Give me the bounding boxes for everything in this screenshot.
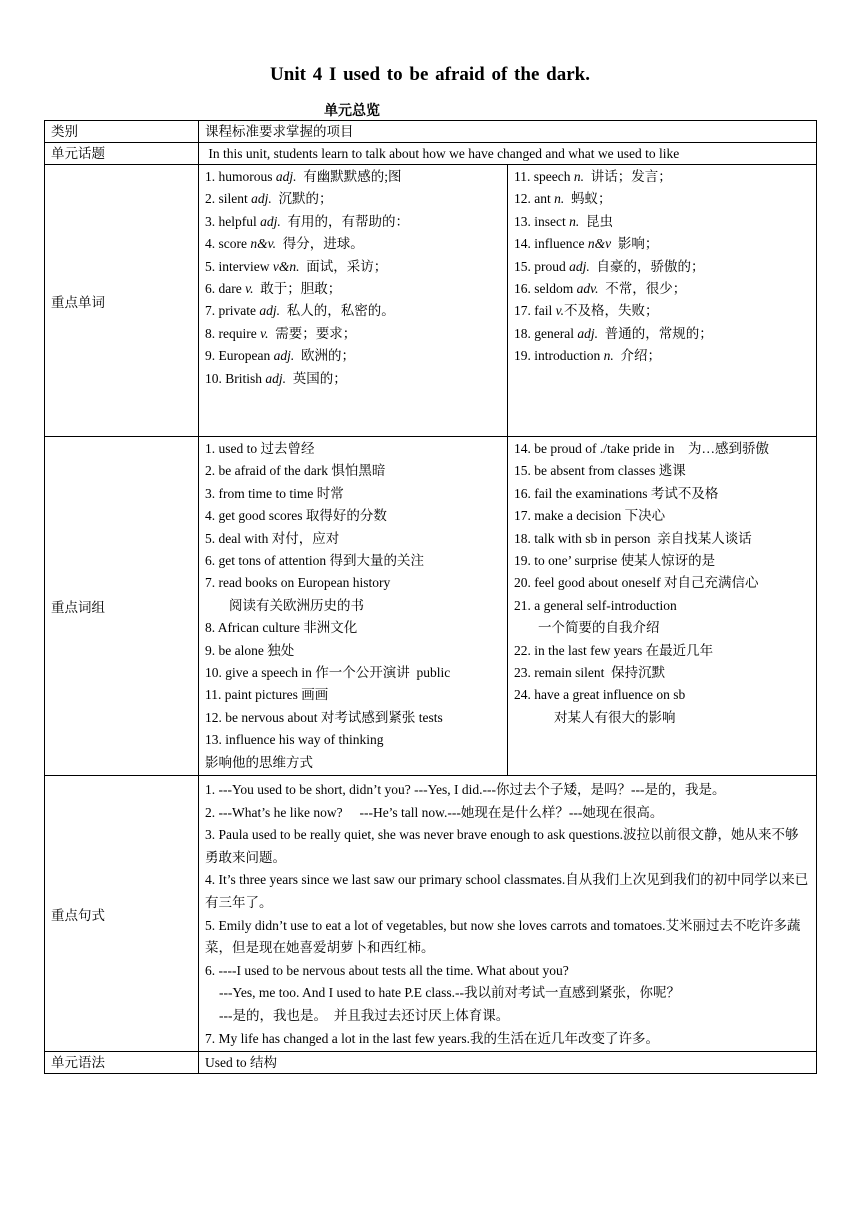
grammar-text: Used to 结构 <box>199 1052 817 1074</box>
vocab-meaning: 面试，采访； <box>299 258 388 274</box>
phrase-item: 4. get good scores 取得好的分数 <box>205 508 387 524</box>
phrases-row <box>45 437 817 776</box>
vocab-word: 14. influence <box>514 236 588 252</box>
vocab-meaning: 得分，进球。 <box>275 236 364 252</box>
vocab-item <box>514 278 810 300</box>
vocabulary-right-column <box>508 165 816 436</box>
vocab-word: 12. ant <box>514 191 555 207</box>
vocab-meaning: 昆虫 <box>579 213 613 229</box>
sentences-list <box>199 776 816 1051</box>
grammar-label: 单元语法 <box>45 1052 199 1074</box>
document-title: Unit 4 I used to be afraid of the dark. <box>270 64 590 85</box>
phrase-item: 21. a general self-introduction <box>514 597 677 613</box>
vocab-item <box>514 323 810 345</box>
phrase-item: 15. be absent from classes 逃课 <box>514 463 686 479</box>
vocab-meaning: 蚂蚁； <box>564 191 612 207</box>
vocab-part-of-speech: adj. <box>251 191 272 207</box>
vocab-part-of-speech: v. <box>260 325 269 341</box>
sentences-cell <box>199 776 817 1052</box>
phrase-item: 一个简要的自我介绍 <box>538 620 660 636</box>
vocabulary-cell <box>199 165 817 437</box>
vocab-part-of-speech: n. <box>569 213 580 229</box>
vocab-word: 9. European <box>205 348 274 364</box>
vocabulary-left-column <box>199 165 508 436</box>
vocab-word: 19. introduction <box>514 348 604 364</box>
phrase-item: 17. make a decision 下决心 <box>514 508 666 524</box>
vocab-part-of-speech: adj. <box>577 325 598 341</box>
vocab-item <box>514 256 810 278</box>
topic-text: In this unit, students learn to talk about how we have changed and what we used to like <box>199 143 817 165</box>
phrase-item: 16. fail the examinations 考试不及格 <box>514 485 719 501</box>
vocab-word: 5. interview <box>205 258 273 274</box>
phrase-item: 对某人有很大的影响 <box>554 709 676 725</box>
phrase-item: 23. remain silent 保持沉默 <box>514 665 666 681</box>
vocab-meaning: 需要；要求； <box>268 325 357 341</box>
phrase-item: 12. be nervous about 对考试感到紧张 tests <box>205 709 443 725</box>
phrase-item: 13. influence his way of thinking <box>205 732 384 748</box>
phrase-item: 24. have a great influence on sb <box>514 687 686 703</box>
phrase-item: 1. used to 过去曾经 <box>205 441 315 456</box>
vocab-part-of-speech: n. <box>603 348 614 364</box>
sentence-item: 1. ---You used to be short, didn’t you? ---Yes, I did.---你过去个子矮，是吗？---是的，我是。 <box>205 782 726 797</box>
vocab-item <box>514 233 810 255</box>
sentences-row <box>45 776 817 1052</box>
sentence-item: 2. ---What’s he like now? ---He’s tall now.---她现在是什么样？---她现在很高。 <box>205 804 664 820</box>
vocabulary-label: 重点单词 <box>45 165 199 437</box>
vocab-item <box>205 211 501 233</box>
vocab-part-of-speech: v. <box>555 303 564 319</box>
phrase-item: 11. paint pictures 画画 <box>205 687 329 703</box>
items-header: 课程标准要求掌握的项目 <box>199 121 817 143</box>
vocab-item <box>205 345 501 367</box>
sentence-item: 3. Paula used to be really quiet, she was never brave enough to ask questions.波拉以前很文静，她从来不够勇敢来问题。 <box>205 827 799 865</box>
vocab-word: 10. British <box>205 370 266 386</box>
vocab-meaning: 欧洲的； <box>294 348 355 364</box>
vocab-meaning: 不常，很少； <box>598 281 687 297</box>
vocab-meaning: 沉默的； <box>271 191 333 207</box>
vocab-part-of-speech: adj. <box>259 303 280 319</box>
vocab-word: 7. private <box>205 303 260 319</box>
phrase-item: 9. be alone 独处 <box>205 642 295 658</box>
phrase-item: 8. African culture 非洲文化 <box>205 620 358 636</box>
vocab-word: 15. proud <box>514 258 570 274</box>
vocab-word: 8. require <box>205 325 261 341</box>
vocab-part-of-speech: v. <box>245 281 254 297</box>
vocab-word: 17. fail <box>514 303 556 319</box>
phrase-item: 14. be proud of ./take pride in 为…感到骄傲 <box>514 441 769 456</box>
phrase-item: 20. feel good about oneself 对自己充满信心 <box>514 575 759 591</box>
section-heading: 单元总览 <box>324 104 380 119</box>
unit-overview-table <box>44 120 817 1074</box>
sentence-item: 7. My life has changed a lot in the last few years.我的生活在近几年改变了许多。 <box>205 1030 660 1046</box>
vocab-meaning: 敢于；胆敢； <box>253 281 342 297</box>
vocab-item <box>205 256 501 278</box>
vocab-item <box>205 278 501 300</box>
phrases-left-column <box>199 437 508 775</box>
vocab-word: 16. seldom <box>514 281 577 297</box>
vocab-part-of-speech: n&v. <box>250 236 276 252</box>
vocab-meaning: 普通的，常规的； <box>598 325 713 341</box>
vocab-word: 1. humorous <box>205 169 276 184</box>
vocab-part-of-speech: adj. <box>260 213 281 229</box>
phrase-item: 5. deal with 对付，应对 <box>205 530 340 546</box>
vocab-part-of-speech: n. <box>573 169 584 184</box>
phrases-cell <box>199 437 817 776</box>
topic-row <box>45 143 817 165</box>
vocab-meaning: 影响； <box>611 236 659 252</box>
vocab-meaning: 介绍； <box>613 348 661 364</box>
vocab-word: 4. score <box>205 236 251 252</box>
vocab-part-of-speech: adv. <box>576 281 599 297</box>
topic-label: 单元话题 <box>45 143 199 165</box>
vocab-word: 2. silent <box>205 191 252 207</box>
phrase-item: 6. get tons of attention 得到大量的关注 <box>205 553 424 569</box>
vocab-meaning: 有幽默默感的;图 <box>296 169 402 184</box>
vocab-item <box>514 166 810 188</box>
vocab-part-of-speech: v&n. <box>272 258 300 274</box>
vocab-item <box>205 323 501 345</box>
phrase-item: 阅读有关欧洲历史的书 <box>229 597 364 613</box>
phrase-item: 19. to one’ surprise 使某人惊讶的是 <box>514 553 716 569</box>
phrases-label: 重点词组 <box>45 437 199 776</box>
vocab-meaning: 有用的，有帮助的： <box>280 213 410 229</box>
vocab-part-of-speech: n. <box>554 191 565 207</box>
vocab-item <box>514 188 810 210</box>
vocabulary-row <box>45 165 817 437</box>
vocab-meaning: 自豪的，骄傲的； <box>589 258 705 274</box>
sentences-label: 重点句式 <box>45 776 199 1052</box>
phrase-item: 2. be afraid of the dark 惧怕黑暗 <box>205 463 386 479</box>
phrase-item: 10. give a speech in 作一个公开演讲 public <box>205 665 451 681</box>
vocab-item <box>205 300 501 322</box>
vocab-item <box>514 211 810 233</box>
vocab-meaning: 私人的，私密的。 <box>280 303 395 319</box>
phrase-item: 影响他的思维方式 <box>205 754 313 770</box>
phrase-item: 7. read books on European history <box>205 575 391 591</box>
vocab-item <box>205 188 501 210</box>
vocab-part-of-speech: n&v <box>587 236 612 252</box>
vocab-word: 11. speech <box>514 169 574 184</box>
vocab-part-of-speech: adj. <box>275 169 297 184</box>
vocab-word: 6. dare <box>205 281 246 297</box>
vocab-word: 13. insect <box>514 213 570 229</box>
vocab-part-of-speech: adj. <box>265 370 287 386</box>
vocab-part-of-speech: adj. <box>273 348 295 364</box>
category-header: 类别 <box>45 121 199 143</box>
vocab-word: 18. general <box>514 325 578 341</box>
vocab-meaning: 讲话；发言； <box>583 169 672 184</box>
grammar-row <box>45 1052 817 1074</box>
phrase-item: 3. from time to time 时常 <box>205 485 344 501</box>
sentence-item: ---是的，我也是。 并且我过去还讨厌上体育课。 <box>219 1007 510 1023</box>
vocab-word: 3. helpful <box>205 213 261 229</box>
vocab-meaning: 不及格，失败； <box>564 303 659 319</box>
vocab-item <box>205 233 501 255</box>
vocab-part-of-speech: adj. <box>569 258 590 274</box>
phrase-item: 18. talk with sb in person 亲自找某人谈话 <box>514 530 752 546</box>
phrase-item: 22. in the last few years 在最近几年 <box>514 642 714 658</box>
vocab-item <box>514 300 810 322</box>
vocab-item <box>205 166 501 188</box>
vocab-item <box>205 368 501 390</box>
sentence-item: 4. It’s three years since we last saw our primary school classmates.自从我们上次见到我们的初中同学以来已有三年了。 <box>205 872 809 910</box>
vocab-item <box>514 345 810 367</box>
vocab-meaning: 英国的； <box>286 370 347 386</box>
sentence-item: ---Yes, me too. And I used to hate P.E class.--我以前对考试一直感到紧张，你呢？ <box>219 985 680 1001</box>
sentence-item: 5. Emily didn’t use to eat a lot of vegetables, but now she loves carrots and tomatoes.艾米丽过去不吃许多蔬菜，但是现在她喜爱胡萝卜和西红柿。 <box>205 917 801 956</box>
table-header-row <box>45 121 817 143</box>
phrases-right-column <box>508 437 816 775</box>
sentence-item: 6. ----I used to be nervous about tests all the time. What about you? <box>205 962 569 978</box>
